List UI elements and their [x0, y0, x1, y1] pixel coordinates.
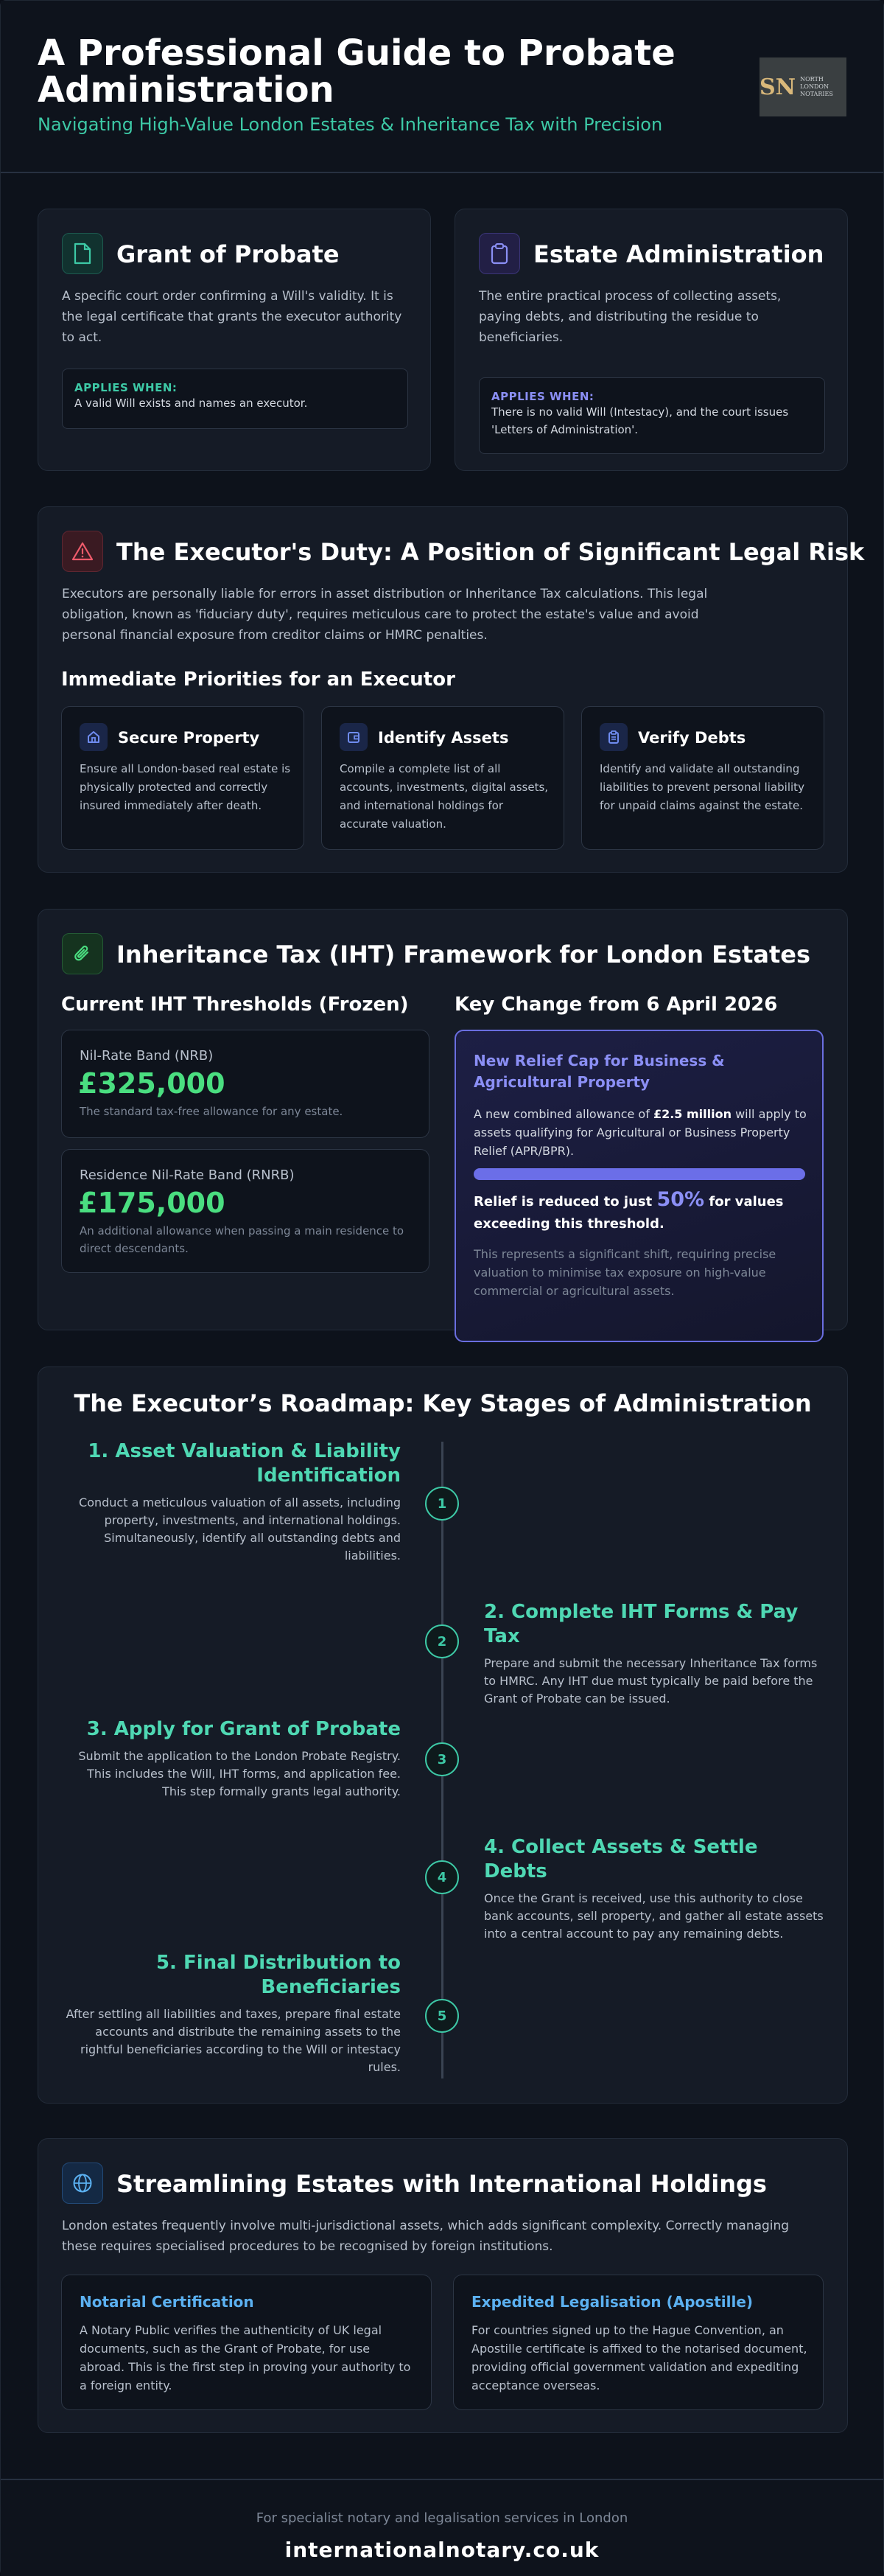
notarial-certification-card: [61, 2275, 432, 2410]
roadmap-step-1: [60, 1439, 401, 1565]
allowance-amount: £2.5 million: [653, 1107, 732, 1121]
priority-text: Identify and validate all outstanding liabilities to prevent personal liability for unpaid claims against the estate.: [600, 762, 804, 812]
grant-of-probate-card: [38, 209, 431, 471]
threshold-amount: £175,000: [78, 1187, 225, 1219]
international-text: London estates frequently involve multi-jurisdictional assets, which adds significant complexity. Correctly managing these requires specialised procedures to be recognised by foreign institutions.: [62, 2219, 790, 2254]
grant-applies-box: [62, 369, 408, 429]
priorities-heading: Immediate Priorities for an Executor: [61, 669, 455, 691]
threshold-name: Residence Nil-Rate Band (RNRB): [80, 1167, 295, 1183]
page-subtitle: Navigating High-Value London Estates & Inheritance Tax with Precision: [38, 114, 663, 135]
grant-text: A specific court order confirming a Will's validity. It is the legal certificate that grants the executor authority to act.: [62, 289, 402, 345]
roadmap-step-2: [484, 1600, 825, 1708]
paperclip-icon: [62, 933, 103, 974]
wallet-icon: [340, 723, 368, 751]
iht-title: Inheritance Tax (IHT) Framework for London Estates: [116, 940, 811, 968]
step-number: 5: [425, 1999, 459, 2033]
step-text: Prepare and submit the necessary Inheritance Tax forms to HMRC. Any IHT due must typically be paid before the Grant of Probate can be issued.: [484, 1656, 818, 1706]
relief-percent: 50%: [656, 1188, 705, 1211]
logo-mark: SN: [760, 74, 796, 100]
intl-item-title: Notarial Certification: [80, 2293, 254, 2311]
step-title: 3. Apply for Grant of Probate: [86, 1718, 401, 1740]
step-text: Conduct a meticulous valuation of all assets, including property, investments, and international holdings. Simultaneously, identify all outstanding debts and liabilities.: [79, 1495, 401, 1563]
key-change-allowance: A new combined allowance of £2.5 million will apply to assets qualifying for Agricultural or Business Property Relief (APR/BPR).: [474, 1107, 807, 1158]
priority-card-identify-assets: [321, 706, 564, 850]
threshold-card-nrb: [61, 1030, 429, 1138]
step-title: 4. Collect Assets & Settle Debts: [484, 1836, 758, 1882]
estate-applies-label: APPLIES WHEN:: [491, 390, 594, 403]
footer-tagline: For specialist notary and legalisation services in London: [256, 2510, 628, 2526]
step-text: Once the Grant is received, use this authority to close bank accounts, sell property, and gather all estate assets into a central account to pay any remaining debts.: [484, 1891, 824, 1941]
priority-card-verify-debts: [581, 706, 824, 850]
threshold-desc: An additional allowance when passing a main residence to direct descendants.: [80, 1224, 404, 1255]
estate-applies-box: [479, 377, 825, 454]
step-number: 4: [425, 1860, 459, 1894]
warning-icon: [62, 531, 103, 572]
page-title: A Professional Guide to Probate Administration: [38, 32, 676, 111]
estate-text: The entire practical process of collecting assets, paying debts, and distributing the residue to beneficiaries.: [479, 289, 782, 345]
duty-text: Executors are personally liable for errors in asset distribution or Inheritance Tax calculations. This legal obligation, known as 'fiduciary duty', requires meticulous care to protect the estate's value and avoid personal financial exposure from creditor claims or HMRC penalties.: [62, 587, 708, 643]
threshold-card-rnrb: [61, 1149, 429, 1273]
priority-title: Identify Assets: [378, 729, 509, 747]
key-change-heading: Key Change from 6 April 2026: [455, 994, 778, 1016]
document-icon: [62, 233, 103, 274]
step-title: 2. Complete IHT Forms & Pay Tax: [484, 1601, 799, 1647]
apostille-card: [453, 2275, 824, 2410]
grant-applies-text: A valid Will exists and names an executor.: [74, 397, 308, 410]
step-title: 5. Final Distribution to Beneficiaries: [155, 1952, 401, 1998]
key-change-card: [455, 1030, 824, 1342]
threshold-desc: The standard tax-free allowance for any estate.: [80, 1105, 343, 1118]
page-header: [1, 1, 883, 173]
estate-applies-text: There is no valid Will (Intestacy), and the court issues 'Letters of Administration'.: [491, 405, 789, 436]
key-change-note: This represents a significant shift, requiring precise valuation to minimise tax exposure on high-value commercial or agricultural assets.: [474, 1247, 776, 1298]
logo-text: NORTH LONDON NOTARIES: [800, 76, 833, 97]
step-title: 1. Asset Valuation & Liability Identification: [88, 1440, 401, 1487]
duty-title: The Executor's Duty: A Position of Significant Legal Risk: [116, 538, 865, 566]
allowance-bar: [474, 1168, 805, 1180]
step-number: 3: [425, 1742, 459, 1776]
estate-administration-card: [455, 209, 848, 471]
roadmap-step-3: [60, 1717, 401, 1801]
globe-icon: [62, 2163, 103, 2204]
grant-title: Grant of Probate: [116, 240, 340, 268]
clipboard-icon: [479, 233, 520, 274]
step-text: Submit the application to the London Probate Registry. This includes the Will, IHT forms, and application fee. This step formally grants legal authority.: [78, 1749, 401, 1798]
grant-applies-label: APPLIES WHEN:: [74, 381, 178, 394]
priority-card-secure-property: [61, 706, 304, 850]
step-text: After settling all liabilities and taxes, prepare final estate accounts and distribute the remaining assets to the rightful beneficiaries according to the Will or intestacy rules.: [66, 2007, 401, 2074]
international-title: Streamlining Estates with International Holdings: [116, 2170, 767, 2198]
intl-item-title: Expedited Legalisation (Apostille): [471, 2293, 754, 2311]
step-number: 1: [425, 1487, 459, 1521]
roadmap-step-5: [60, 1951, 401, 2076]
priority-text: Ensure all London-based real estate is physically protected and correctly insured immediately after death.: [80, 762, 291, 812]
priority-title: Secure Property: [118, 729, 260, 747]
estate-title: Estate Administration: [533, 240, 824, 268]
roadmap-title: The Executor’s Roadmap: Key Stages of Administration: [74, 1389, 812, 1417]
home-icon: [80, 723, 108, 751]
priority-text: Compile a complete list of all accounts, investments, digital assets, and international holdings for accurate valuation.: [340, 762, 549, 831]
footer-website-link[interactable]: internationalnotary.co.uk: [284, 2538, 600, 2562]
clipboard-icon: [600, 723, 628, 751]
intl-item-text: A Notary Public verifies the authenticity of UK legal documents, such as the Grant of Probate, for use abroad. This is the first step in proving your authority to a foreign entity.: [80, 2323, 411, 2392]
priority-title: Verify Debts: [638, 729, 746, 747]
intl-item-text: For countries signed up to the Hague Convention, an Apostille certificate is affixed to the notarised document, providing official government validation and expediting acceptance overseas.: [471, 2323, 807, 2392]
roadmap-step-4: [484, 1835, 825, 1943]
page-footer: [1, 2479, 883, 2576]
threshold-amount: £325,000: [78, 1067, 225, 1100]
key-change-relief: Relief is reduced to just 50% for values exceeding this threshold.: [474, 1188, 784, 1232]
brand-logo: [760, 57, 846, 116]
key-change-title: New Relief Cap for Business & Agricultural Property: [474, 1052, 725, 1091]
threshold-name: Nil-Rate Band (NRB): [80, 1048, 214, 1064]
step-number: 2: [425, 1624, 459, 1658]
thresholds-heading: Current IHT Thresholds (Frozen): [61, 994, 409, 1016]
